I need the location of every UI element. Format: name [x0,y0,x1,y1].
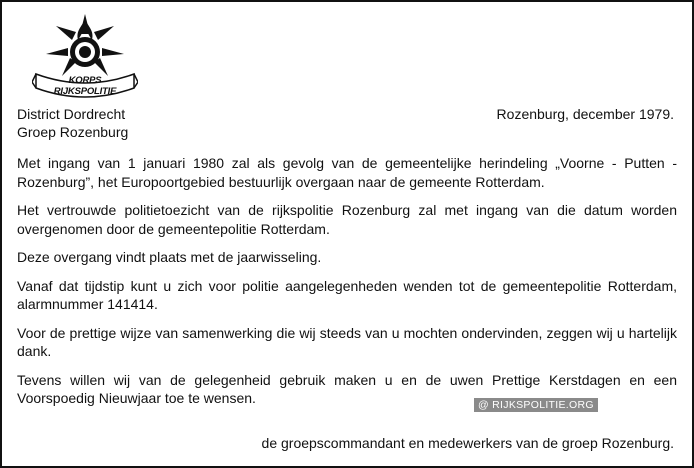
paragraph: Het vertrouwde politietoezicht van de rijkspolitie Rozenburg zal met ingang van die datum worden overgenomen door de gemeentepolitie Rotterdam. [17,202,677,237]
paragraph: Tevens willen wij van de gelegenheid gebruik maken u en de uwen Prettige Kerstdagen en een Voorspoedig Nieuwjaar toe te wensen. [17,371,677,406]
emblem-ribbon-text: KORPS RIJKSPOLITIE [53,75,117,97]
place-date: Rozenburg, december 1979. [496,106,674,122]
letter-body [17,154,677,418]
paragraph: Vanaf dat tijdstip kunt u zich voor politie aangelegenheden wenden tot de gemeentepolitie Rotterdam, alarmnummer 141414. [17,277,677,312]
district-name: District Dordrecht [17,106,126,122]
group-name: Groep Rozenburg [17,124,129,140]
paragraph: Met ingang van 1 januari 1980 zal als gevolg van de gemeentelijke herindeling „Voorne - Putten - Rozenburg”, het Europoortgebied bestuurlijk overgaan naar de gemeente Rotterdam. [17,155,677,190]
watermark: @ RIJKSPOLITIE.ORG [474,398,598,412]
paragraph: Deze overgang vindt plaats met de jaarwisseling. [17,249,322,265]
sender-block [17,105,128,141]
signature: de groepscommandant en medewerkers van de groep Rozenburg. [261,435,674,451]
rijkspolitie-emblem [32,12,138,98]
paragraph: Voor de prettige wijze van samenwerking die wij steeds van u mochten ondervinden, zeggen wij u hartelijk dank. [17,324,677,359]
